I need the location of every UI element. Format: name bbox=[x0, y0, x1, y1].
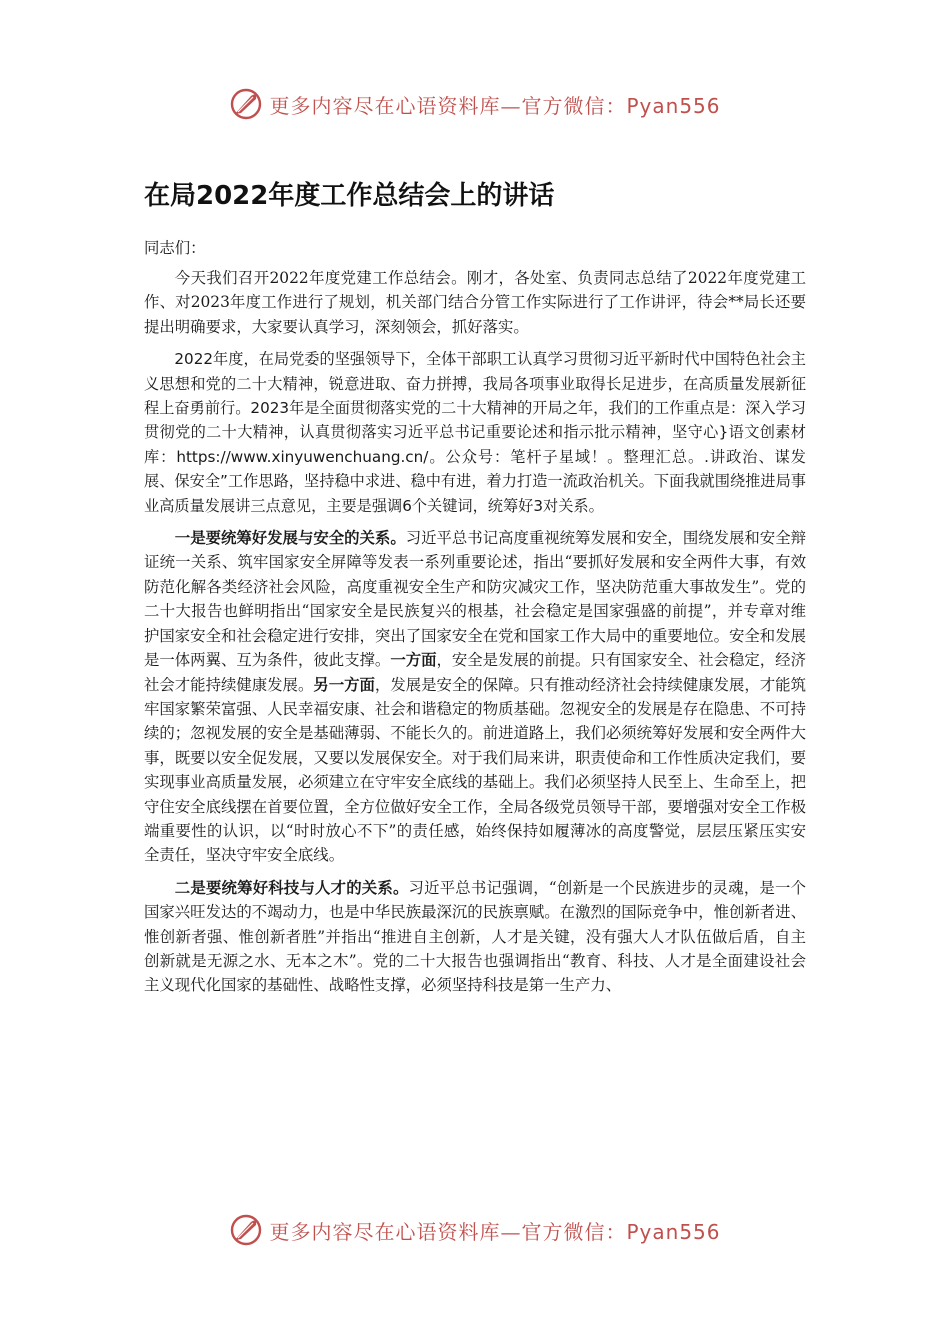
section-1-heading: 一是要统筹好发展与安全的关系。 bbox=[174, 529, 406, 548]
banner-text: 更多内容尽在心语资料库—官方微信：Pyan556 bbox=[269, 93, 721, 118]
paragraph-1: 今天我们召开2022年度党建工作总结会。刚才，各处室、负责同志总结了2022年度党建工作、对2023年度工作进行了规划，机关部门结合分管工作实际进行了工作讲评，待会**局长还要提出明确要求，大家要认真学习，深刻领会，抓好落实。 bbox=[144, 269, 806, 336]
header-banner bbox=[0, 84, 950, 124]
footer-banner bbox=[0, 1210, 950, 1250]
paragraph-3: 一是要统筹好发展与安全的关系。习近平总书记高度重视统筹发展和安全，围绕发展和安全辩证统一关系、筑牢国家安全屏障等发表一系列重要论述，指出“要抓好发展和安全两件大事，有效防范化解各类经济社会风险，高度重视安全生产和防灾减灾工作，坚决防范重大事故发生”。党的二十大报告也鲜明指出“国家安全是民族复兴的根基，社会稳定是国家强盛的前提”，并专章对维护国家安全和社会稳定进行安排，突出了国家安全在党和国家工作大局中的重要地位。安全和发展是一体两翼、互为条件，彼此支撑。一方面，安全是发展的前提。只有国家安全、社会稳定，经济社会才能持续健康发展。另一方面，发展是安全的保障。只有推动经济社会持续健康发展，才能筑牢国家繁荣富强、人民幸福安康、社会和谐稳定的物质基础。忽视安全的发展是存在隐患、不可持续的；忽视发展的安全是基础薄弱、不能长久的。前进道路上，我们必须统筹好发展和安全两件大事，既要以安全促发展，又要以发展保安全。对于我们局来讲，职责使命和工作性质决定我们，要实现事业高质量发展，必须建立在守牢安全底线的基础上。我们必须坚持人民至上、生命至上，把守住安全底线摆在首要位置，全方位做好安全工作，全局各级党员领导干部，要增强对安全工作极端重要性的认识，以“时时放心不下”的责任感，始终保持如履薄冰的高度警觉，层层压紧压实安全责任，坚决守牢安全底线。 bbox=[144, 529, 806, 865]
feather-pen-logo-icon bbox=[229, 1213, 263, 1247]
section-2-heading: 二是要统筹好科技与人才的关系。 bbox=[174, 878, 409, 897]
feather-pen-logo-icon bbox=[229, 87, 263, 121]
document-body bbox=[144, 176, 806, 1006]
paragraph-4: 二是要统筹好科技与人才的关系。习近平总书记强调，“创新是一个民族进步的灵魂，是一个国家兴旺发达的不竭动力，也是中华民族最深沉的民族禀赋。在激烈的国际竞争中，惟创新者进、惟创新者强、惟创新者胜”并指出“推进自主创新，人才是关键，没有强大人才队伍做后盾，自主创新就是无源之水、无本之木”。党的二十大报告也强调指出“教育、科技、人才是全面建设社会主义现代化国家的基础性、战略性支撑，必须坚持科技是第一生产力、 bbox=[144, 878, 806, 995]
document-title: 在局2022年度工作总结会上的讲话 bbox=[144, 181, 555, 211]
salutation: 同志们： bbox=[144, 239, 206, 257]
paragraph-2: 2022年度，在局党委的坚强领导下，全体干部职工认真学习贯彻习近平新时代中国特色社会主义思想和党的二十大精神，锐意进取、奋力拼搏，我局各项事业取得长足进步，在高质量发展新征程上奋勇前行。2023年是全面贯彻落实党的二十大精神的开局之年，我们的工作重点是：深入学习贯彻党的二十大精神，认真贯彻落实习近平总书记重要论述和指示批示精神，坚守心}语文创素材库：https://www.xinyuwenchuang.cn/。公众号：笔杆子星域！。整理汇总。.讲政治、谋发展、保安全”工作思路，坚持稳中求进、稳中有进，着力打造一流政治机关。下面我就围绕推进局事业高质量发展讲三点意见，主要是强调6个关键词，统筹好3对关系。 bbox=[144, 350, 806, 515]
banner-text: 更多内容尽在心语资料库—官方微信：Pyan556 bbox=[269, 1219, 721, 1244]
